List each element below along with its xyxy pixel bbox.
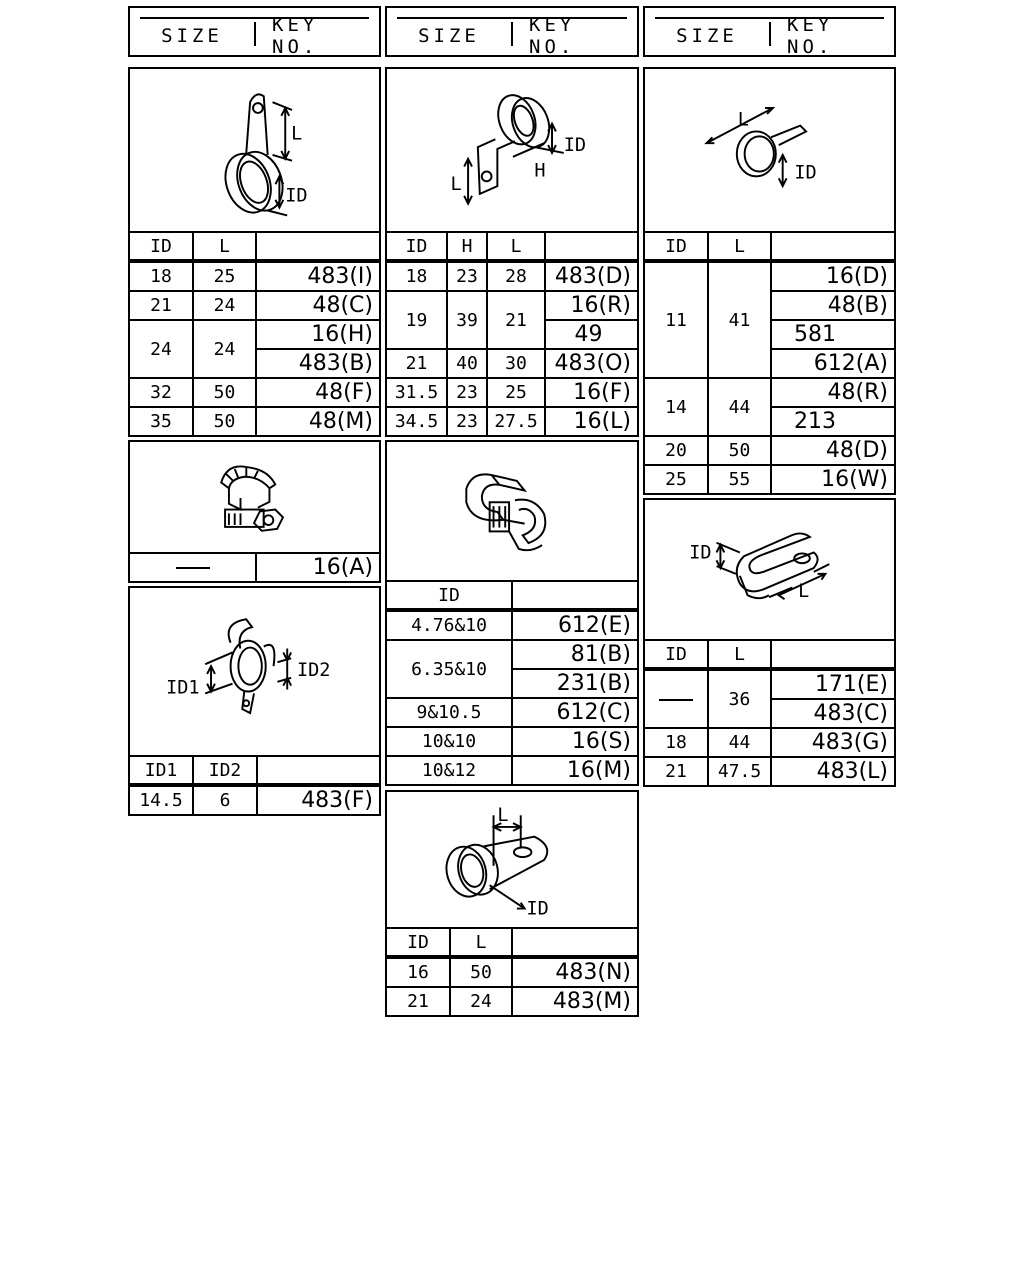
cell-id: 21 — [386, 349, 447, 378]
col-header-l: L — [193, 232, 256, 261]
dim-id2-label: ID2 — [296, 659, 331, 681]
table-row — [129, 785, 380, 815]
dim-l-label: L — [291, 123, 303, 145]
size-table-3 — [643, 231, 896, 495]
cell-key: 483(F) — [257, 785, 380, 815]
cell-id: 21 — [129, 291, 193, 320]
col-header-key — [512, 928, 638, 957]
cell-key: 231(B) — [512, 669, 638, 698]
ring-clamp-illustration — [645, 69, 894, 231]
cell-id: 32 — [129, 378, 193, 407]
table-row — [386, 378, 638, 407]
cell-key: 171(E) — [771, 669, 895, 699]
cell-l: 28 — [487, 261, 545, 291]
cell-l: 44 — [708, 378, 771, 436]
header-col2 — [385, 6, 639, 57]
divider — [397, 17, 627, 19]
size-header: SIZE — [161, 24, 223, 47]
cell-key: 16(L) — [545, 407, 638, 436]
col-header-id: ID — [644, 232, 708, 261]
cell-id: 16 — [386, 957, 450, 987]
table-row — [386, 727, 638, 756]
cell-key: 483(M) — [512, 987, 638, 1016]
divider — [655, 17, 884, 19]
key-header: KEY NO. — [787, 13, 834, 58]
twin-clip-illustration — [387, 442, 637, 580]
dim-l-label: L — [450, 174, 462, 196]
p-clamp-illustration — [130, 69, 379, 231]
dim-id-label: ID — [526, 898, 549, 920]
col-header-id1: ID1 — [129, 756, 193, 785]
tab-clamp-illustration — [387, 792, 637, 927]
col-header-key — [545, 232, 638, 261]
cell-id: 4.76&10 — [386, 610, 512, 640]
cell-id: 21 — [644, 757, 708, 786]
cell-l: 41 — [708, 261, 771, 378]
cell-key: 213 — [771, 407, 895, 436]
cell-key: 483(L) — [771, 757, 895, 786]
table-row — [386, 698, 638, 727]
divider — [511, 22, 513, 46]
table-row — [129, 320, 380, 349]
size-table-8 — [385, 927, 639, 1017]
table-row — [644, 465, 895, 494]
cell-l: 50 — [193, 407, 256, 436]
header-col1 — [128, 6, 381, 57]
cell-id: 34.5 — [386, 407, 447, 436]
table-row — [386, 261, 638, 291]
cell-key: 48(M) — [256, 407, 380, 436]
col-header-id2: ID2 — [193, 756, 257, 785]
cell-id2: 6 — [193, 785, 257, 815]
dim-id1-label: ID1 — [166, 677, 200, 699]
divider — [140, 17, 369, 19]
cell-key: 81(B) — [512, 640, 638, 669]
cell-h: 39 — [447, 291, 487, 349]
cell-key: 16(W) — [771, 465, 895, 494]
size-table-4 — [128, 552, 381, 583]
cell-l: 25 — [487, 378, 545, 407]
table-row — [386, 291, 638, 320]
cell-l: 50 — [193, 378, 256, 407]
table-row — [386, 349, 638, 378]
dim-l-label: L — [798, 581, 810, 603]
cell-key: 16(A) — [256, 553, 380, 582]
size-header: SIZE — [676, 24, 738, 47]
cell-key: 483(G) — [771, 728, 895, 757]
cell-l: 24 — [193, 291, 256, 320]
col-header-l: L — [487, 232, 545, 261]
cell-id: 35 — [129, 407, 193, 436]
cell-key: 48(F) — [256, 378, 380, 407]
cell-l: 55 — [708, 465, 771, 494]
cell-key: 483(B) — [256, 349, 380, 378]
cell-l: 50 — [450, 957, 512, 987]
cell-key: 16(D) — [771, 261, 895, 291]
cell-key: 16(H) — [256, 320, 380, 349]
cell-key: 49 — [545, 320, 638, 349]
size-table-7 — [643, 639, 896, 787]
cell-l: 21 — [487, 291, 545, 349]
col-header-key — [771, 232, 895, 261]
col-header-h: H — [447, 232, 487, 261]
cell-l: 50 — [708, 436, 771, 465]
col-header-l: L — [450, 928, 512, 957]
table-row — [129, 553, 380, 582]
clamp-figure-3 — [643, 67, 896, 233]
cell-id: 18 — [644, 728, 708, 757]
cell-h: 40 — [447, 349, 487, 378]
table-row — [644, 378, 895, 407]
divider — [769, 22, 771, 46]
header-col3 — [643, 6, 896, 57]
cell-key: 16(M) — [512, 756, 638, 785]
clamp-figure-5 — [128, 586, 381, 757]
cell-h: 23 — [447, 407, 487, 436]
dim-id-label: ID — [794, 162, 817, 184]
cell-id: 10&10 — [386, 727, 512, 756]
table-row — [129, 378, 380, 407]
col-header-id: ID — [386, 928, 450, 957]
cell-id: 10&12 — [386, 756, 512, 785]
cell-id: 6.35&10 — [386, 640, 512, 698]
cell-id: 18 — [386, 261, 447, 291]
double-clip-illustration — [130, 588, 379, 755]
col-header-id: ID — [644, 640, 708, 669]
cell-id1: 14.5 — [129, 785, 193, 815]
table-row — [386, 756, 638, 785]
cell-key: 483(D) — [545, 261, 638, 291]
cell-id: 18 — [129, 261, 193, 291]
cell-l: 36 — [708, 669, 771, 728]
table-row — [644, 669, 895, 699]
cell-key: 612(C) — [512, 698, 638, 727]
cell-id: 14 — [644, 378, 708, 436]
cell-id: 21 — [386, 987, 450, 1016]
size-table-1 — [128, 231, 381, 437]
dim-l-label: L — [737, 109, 749, 131]
no-size-dash — [129, 553, 256, 582]
no-size-dash — [644, 669, 708, 728]
col-header-key — [771, 640, 895, 669]
col-header-id: ID — [129, 232, 193, 261]
cell-l: 24 — [450, 987, 512, 1016]
cell-l: 44 — [708, 728, 771, 757]
cell-id: 24 — [129, 320, 193, 378]
dash-icon — [176, 567, 210, 569]
cell-id: 20 — [644, 436, 708, 465]
table-row — [386, 640, 638, 669]
cell-key: 16(F) — [545, 378, 638, 407]
size-table-6 — [385, 580, 639, 786]
table-row — [129, 261, 380, 291]
dim-id-label: ID — [285, 185, 308, 207]
cell-l: 47.5 — [708, 757, 771, 786]
cell-key: 48(D) — [771, 436, 895, 465]
cell-l: 27.5 — [487, 407, 545, 436]
col-header-key — [257, 756, 380, 785]
cell-id: 25 — [644, 465, 708, 494]
cell-l: 30 — [487, 349, 545, 378]
size-table-5 — [128, 755, 381, 816]
col-header-id: ID — [386, 232, 447, 261]
cell-l: 24 — [193, 320, 256, 378]
cell-h: 23 — [447, 261, 487, 291]
saddle-clamp-illustration — [387, 69, 637, 231]
clamp-figure-7 — [643, 498, 896, 641]
cell-l: 25 — [193, 261, 256, 291]
cell-key: 483(O) — [545, 349, 638, 378]
col-header-key — [512, 581, 638, 610]
dash-icon — [659, 699, 693, 701]
table-row — [386, 987, 638, 1016]
col-header-key — [256, 232, 380, 261]
table-row — [644, 757, 895, 786]
cell-id: 19 — [386, 291, 447, 349]
cell-key: 48(B) — [771, 291, 895, 320]
cell-id: 9&10.5 — [386, 698, 512, 727]
cell-key: 581 — [771, 320, 895, 349]
cell-id: 31.5 — [386, 378, 447, 407]
clamp-figure-4 — [128, 440, 381, 554]
table-row — [129, 291, 380, 320]
cell-key: 483(C) — [771, 699, 895, 728]
cell-key: 48(C) — [256, 291, 380, 320]
dim-h-label: H — [534, 160, 546, 182]
col-header-l: L — [708, 232, 771, 261]
dim-id-label: ID — [563, 134, 587, 156]
cell-key: 16(R) — [545, 291, 638, 320]
cell-id: 11 — [644, 261, 708, 378]
clamp-figure-2 — [385, 67, 639, 233]
cell-key: 483(N) — [512, 957, 638, 987]
key-header: KEY NO. — [529, 13, 576, 58]
cell-key: 16(S) — [512, 727, 638, 756]
cell-key: 483(I) — [256, 261, 380, 291]
col-header-l: L — [708, 640, 771, 669]
clamp-figure-6 — [385, 440, 639, 582]
clamp-figure-8 — [385, 790, 639, 929]
key-header: KEY NO. — [272, 13, 319, 58]
table-row — [386, 957, 638, 987]
cell-key: 48(R) — [771, 378, 895, 407]
cell-key: 612(E) — [512, 610, 638, 640]
table-row — [644, 728, 895, 757]
divider — [254, 22, 256, 46]
size-table-2 — [385, 231, 639, 437]
table-row — [644, 261, 895, 291]
col-header-id: ID — [386, 581, 512, 610]
table-row — [386, 407, 638, 436]
clamp-figure-1 — [128, 67, 381, 233]
cell-h: 23 — [447, 378, 487, 407]
flat-p-clip-illustration — [645, 500, 894, 639]
dim-id-label: ID — [689, 542, 712, 564]
table-row — [129, 407, 380, 436]
cell-key: 612(A) — [771, 349, 895, 378]
table-row — [386, 610, 638, 640]
clip-nut-illustration — [130, 442, 379, 552]
table-row — [644, 436, 895, 465]
dim-l-label: L — [497, 805, 509, 827]
size-header: SIZE — [418, 24, 480, 47]
